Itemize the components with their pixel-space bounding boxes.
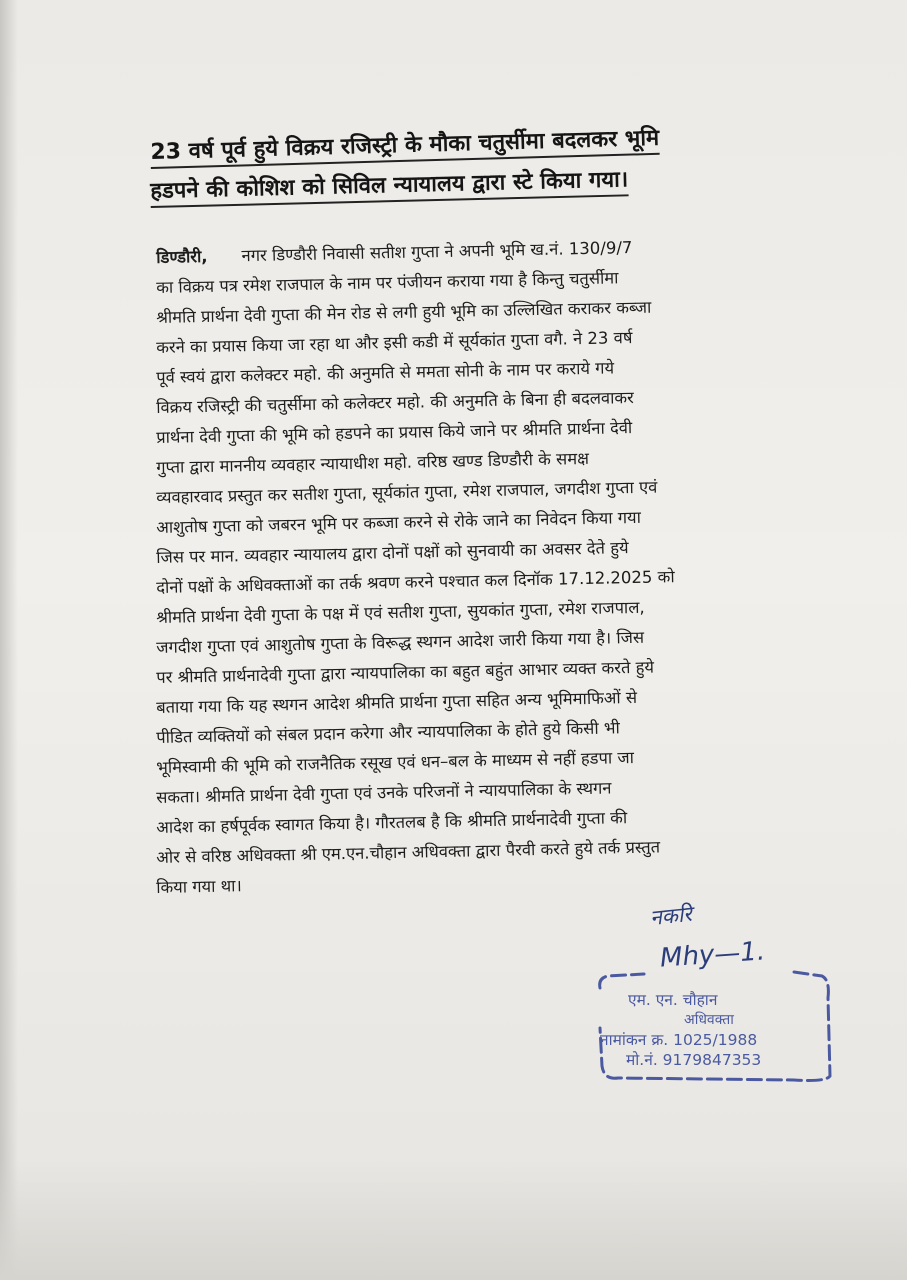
body-line-10: आशुतोष गुप्ता को जबरन भूमि पर कब्जा करने से रोके जाने का निवेदन किया गया [156, 507, 642, 537]
body-line-17: पीडित व्यक्तियों को संबल प्रदान करेगा और न्यायपालिका के होते हुये किसी भी [156, 718, 620, 747]
body-line-18: भूमिस्वामी की भूमि को राजनैतिक रसूख एवं धन–बल के माध्यम से नहीं हडपा जा [156, 747, 635, 777]
page-bottom-shadow [0, 1160, 907, 1280]
dateline-place: डिण्डौरी, [156, 246, 208, 267]
headline-line-2 [150, 160, 841, 207]
handwritten-initials: नकरि [648, 901, 693, 931]
handwritten-signature: Mhy—1. [659, 936, 767, 974]
body-line-12: दोनों पक्षों के अधिवक्ताओं का तर्क श्रवण करने पश्चात कल दिनॉक 17.12.2025 को [156, 567, 675, 597]
stamp-registration: नामांकन क्र. 1025/1988 [600, 1031, 758, 1049]
body-line-19: सकता। श्रीमति प्रार्थना देवी गुप्ता एवं उनके परिजनों ने न्यायपालिका के स्थगन [156, 778, 612, 807]
body-line-4: करने का प्रयास किया जा रहा था और इसी कडी में सूर्यकांत गुप्ता वगै. ने 23 वर्ष [156, 328, 633, 357]
body-line-20: आदेश का हर्षपूर्वक स्वागत किया है। गौरतलब है कि श्रीमति प्रार्थनादेवी गुप्ता की [156, 808, 628, 837]
body-line-16: बताया गया कि यह स्थगन आदेश श्रीमति प्रार्थना गुप्ता सहित अन्य भूमिमाफिओं से [156, 687, 638, 717]
body-line-7: प्रार्थना देवी गुप्ता की भूमि को हडपने का प्रयास किये जाने पर श्रीमति प्रार्थना देवी [156, 418, 633, 447]
body-line-2: का विक्रय पत्र रमेश राजपाल के नाम पर पंजीयन कराया गया है किन्तु चतुर्सीमा [156, 268, 619, 297]
headline-line-2-text: हडपने की कोशिश को सिविल न्यायालय द्वारा स्टे किया गया। [150, 167, 628, 208]
body-line-13: श्रीमति प्रार्थना देवी गुप्ता के पक्ष में एवं सतीश गुप्ता, सुयकांत गुप्ता, रमेश राजपाल, [156, 597, 645, 627]
headline-line-1 [150, 119, 841, 168]
body-line-1-text: नगर डिण्डौरी निवासी सतीश गुप्ता ने अपनी भूमि ख.नं. 130/9/7 [241, 238, 633, 266]
body-line-21: ओर से वरिष्ठ अधिवक्ता श्री एम.एन.चौहान अधिवक्ता द्वारा पैरवी करते हुये तर्क प्रस्तुत [156, 837, 661, 867]
body-line-6: विक्रय रजिस्ट्री की चतुर्सीमा को कलेक्टर महो. की अनुमति के बिना ही बदलवाकर [156, 387, 634, 417]
page-edge-shadow [0, 0, 18, 1280]
body-line-11: जिस पर मान. व्यवहार न्यायालय द्वारा दोनों पक्षों को सुनवायी का अवसर देते हुये [156, 538, 629, 567]
stamp-name: एम. एन. चौहान [628, 991, 718, 1009]
body-line-3: श्रीमति प्रार्थना देवी गुप्ता की मेन रोड से लगी हुयी भूमि का उल्लिखित कराकर कब्जा [156, 297, 652, 327]
body-line-9: व्यवहारवाद प्रस्तुत कर सतीश गुप्ता, सूर्यकांत गुप्ता, रमेश राजपाल, जगदीश गुप्ता एवं [156, 477, 658, 507]
body-line-8: गुप्ता द्वारा माननीय व्यवहार न्यायाधीश महो. वरिष्ठ खण्ड डिण्डौरी के समक्ष [156, 448, 590, 477]
advocate-stamp [594, 968, 834, 1086]
headline-line-1-text: 23 वर्ष पूर्व हुये विक्रय रजिस्ट्री के मौका चतुर्सीमा बदलकर भूमि [150, 126, 660, 169]
body-line-22: किया गया था। [156, 876, 242, 897]
stamp-title: अधिवक्ता [684, 1012, 734, 1028]
body-line-15: पर श्रीमति प्रार्थनादेवी गुप्ता द्वारा न्यायपालिका का बहुत बहुंत आभार व्यक्त करते हुये [156, 657, 655, 687]
stamp-mobile: मो.नं. 9179847353 [626, 1051, 762, 1069]
body-line-5: पूर्व स्वयं द्वारा कलेक्टर महो. की अनुमति से ममता सोनी के नाम पर कराये गये [156, 358, 615, 387]
body-line-14: जगदीश गुप्ता एवं आशुतोष गुप्ता के विरूद्ध स्थगन आदेश जारी किया गया है। जिस [156, 627, 645, 657]
